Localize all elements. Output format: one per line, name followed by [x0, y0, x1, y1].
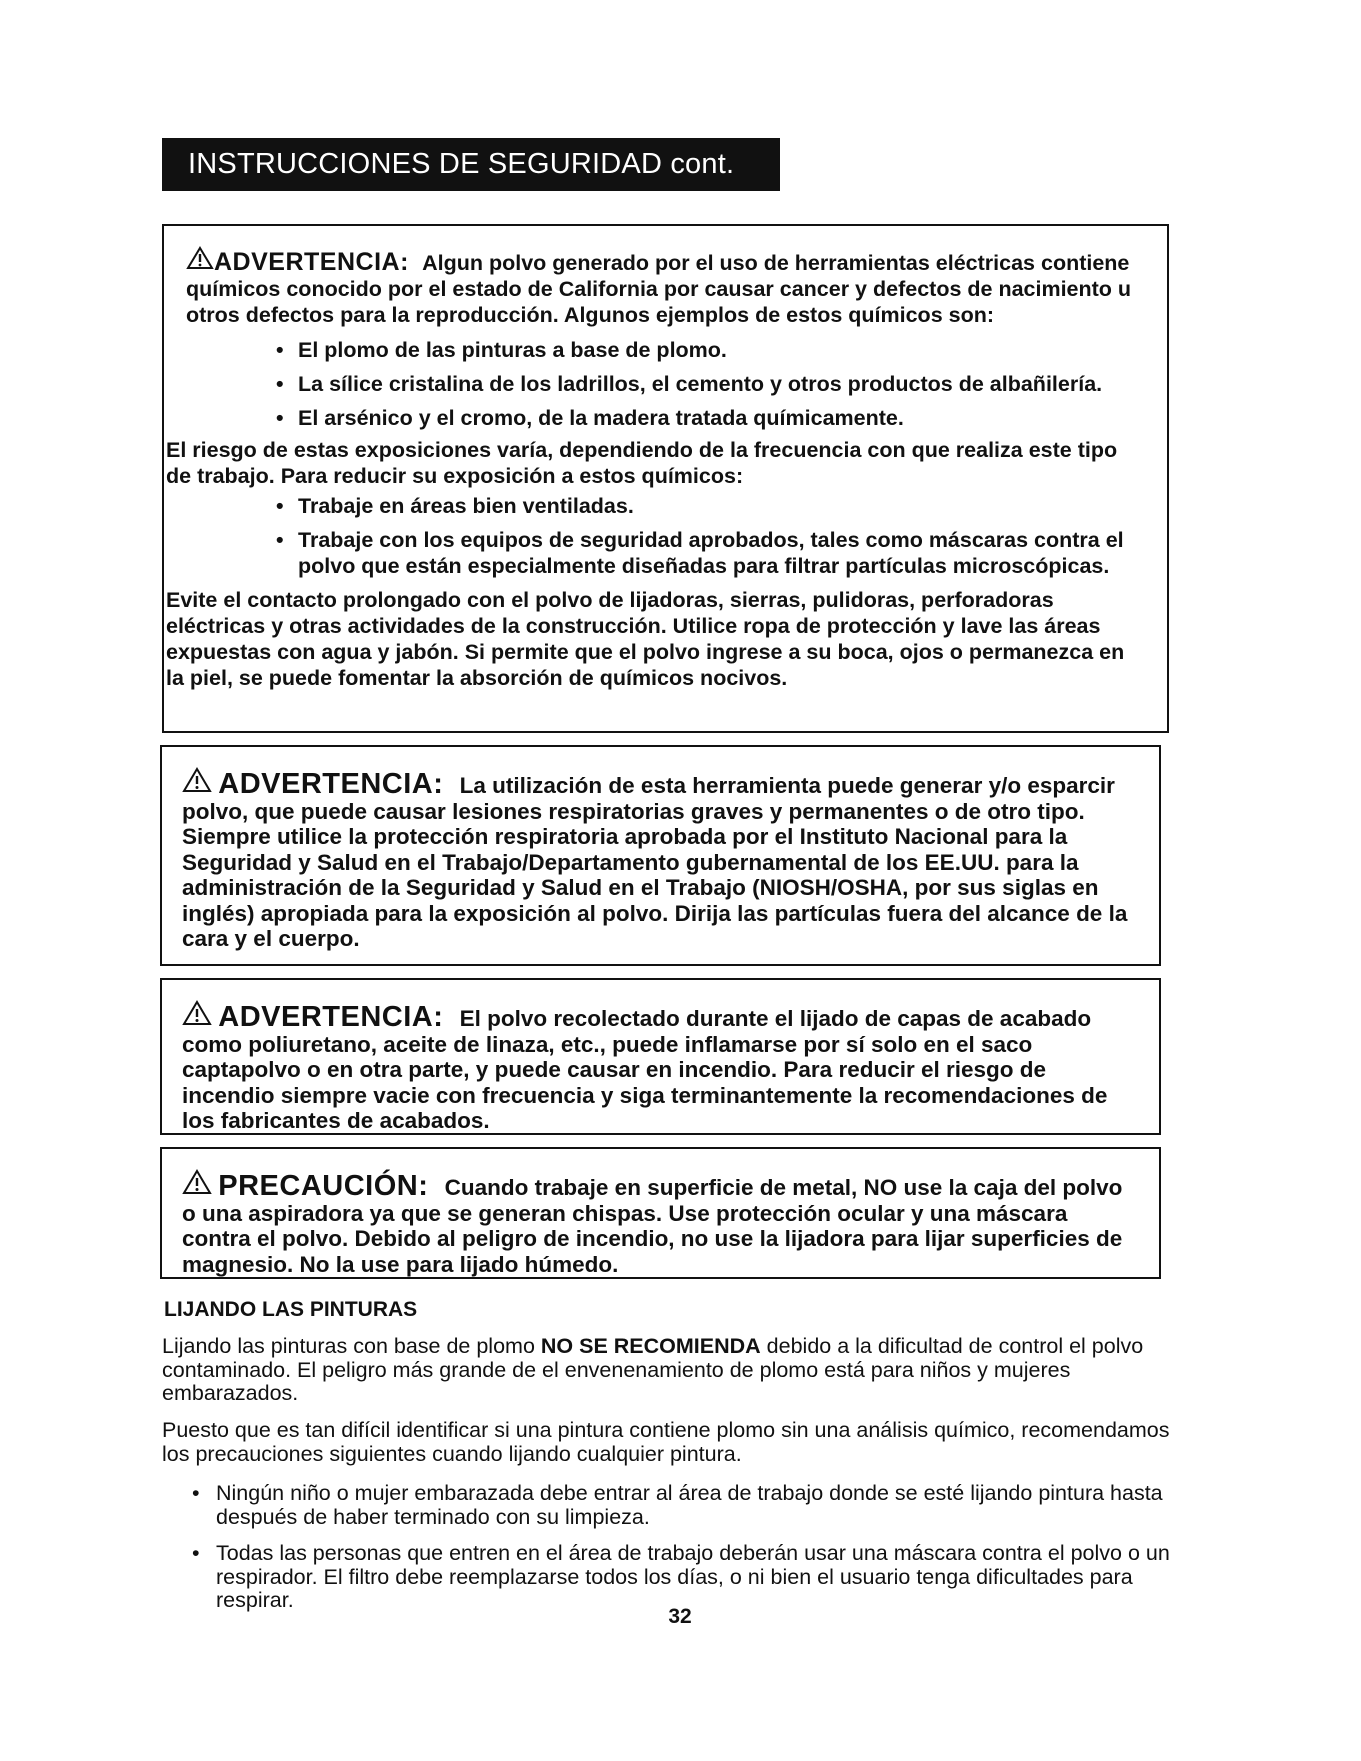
sanding-paragraph-1 — [162, 1335, 1172, 1406]
chemicals-list — [276, 337, 1146, 431]
list-item: • El arsénico y el cromo, de la madera tratada químicamente. — [276, 405, 1146, 431]
warning-content — [182, 1000, 1142, 1134]
section-header: INSTRUCCIONES DE SEGURIDAD cont. — [162, 138, 780, 191]
caution-box-metal — [160, 1147, 1161, 1279]
sanding-precautions-list — [192, 1482, 1192, 1626]
list-item: • Ningún niño o mujer embarazada debe entrar al área de trabajo donde se esté lijando pintura hasta después de haber terminado con su limpieza. — [192, 1482, 1192, 1529]
warning-intro-text: Algun polvo generado por el uso de herramientas eléctricas contiene químicos conocido por el estado de California por causar cancer y defectos de nacimiento u otros defectos para la reproducción. Algunos ejemplos de estos químicos son: — [186, 251, 1132, 327]
warning-triangle-icon — [186, 246, 214, 276]
emphasis-text: NO SE RECOMIENDA — [540, 1334, 761, 1358]
warning-box-chemicals — [162, 224, 1169, 733]
caution-label: PRECAUCIÓN: — [218, 1170, 429, 1202]
closing-paragraph: Evite el contacto prolongado con el polvo de lijadoras, sierras, pulidoras, perforadoras eléctricas y otras actividades de la construcción. Utilice ropa de protección y lave las áreas expuestas con agua y jabón. Si permite que el polvo ingrese a su boca, ojos o permanezca en la piel, se puede fomentar la absorción de químicos nocivos. — [166, 588, 1125, 690]
warning-text: El polvo recolectado durante el lijado de capas de acabado como poliuretano, aceite de linaza, etc., puede inflamarse por sí solo en el saco captapolvo o en otra parte, y puede causar en incendio. Para reducir el riesgo de incendio siempre vacie con frecuencia y siga terminantemente la recomendaciones de los fabricantes de acabados. — [182, 1006, 1108, 1133]
paragraph-text: Lijando las pinturas con base de plomo — [162, 1334, 541, 1358]
warning-text: La utilización de esta herramienta puede generar y/o esparcir polvo, que puede causar lesiones respiratorias graves y permanentes o de otro tipo. Siempre utilice la protección respiratoria aprobada por el Instituto Nacional para la Seguridad y Salud en el Trabajo/Departamento gubernamental de los EE.UU. para la administración de la Seguridad y Salud en el Trabajo (NIOSH/OSHA, por sus siglas en inglés) apropiada para la exposición al polvo. Dirija las partículas fuera del alcance de la cara y el cuerpo. — [182, 773, 1128, 951]
list-item: • Todas las personas que entren en el área de trabajo deberán usar una máscara contra el polvo o un respirador. El filtro debe reemplazarse todos los días, o ni bien el usuario tenga dificultades para respirar. — [192, 1542, 1192, 1613]
paragraph-text: debido a la dificultad de control el polvo contaminado. El peligro más grande de el envenenamiento de plomo está para niños y mujeres embarazados. — [162, 1334, 1144, 1405]
page-number: 32 — [668, 1605, 692, 1628]
sanding-paragraph-2: Puesto que es tan difícil identificar si una pintura contiene plomo sin una análisis químico, recomendamos los precauciones siguientes cuando lijando cualquier pintura. — [162, 1418, 1170, 1466]
list-item: • El plomo de las pinturas a base de plomo. — [276, 337, 1146, 363]
list-item: • La sílice cristalina de los ladrillos, el cemento y otros productos de albañilería. — [276, 371, 1146, 397]
warning-box-fire — [160, 978, 1161, 1135]
list-item: • Trabaje con los equipos de seguridad aprobados, tales como máscaras contra el polvo que están especialmente diseñadas para filtrar partículas microscópicas. — [276, 527, 1146, 579]
warning-label: ADVERTENCIA: — [214, 248, 409, 276]
warning-triangle-icon — [182, 1169, 212, 1201]
risk-paragraph: El riesgo de estas exposiciones varía, dependiendo de la frecuencia con que realiza este tipo de trabajo. Para reducir su exposición a estos químicos: — [166, 438, 1118, 488]
warning-triangle-icon — [182, 1000, 212, 1032]
warning-triangle-icon — [182, 767, 212, 799]
caution-text: Cuando trabaje en superficie de metal, NO use la caja del polvo o una aspiradora ya que se generan chispas. Use protección ocular y una máscara contra el polvo. Debido al peligro de incendio, no use la lijadora para lijar superficies de magnesio. No la use para lijado húmedo. — [182, 1175, 1123, 1277]
section-title: LIJANDO LAS PINTURAS — [164, 1298, 418, 1321]
caution-content — [182, 1169, 1142, 1277]
warning-box-respiratory — [160, 745, 1161, 966]
warning-label: ADVERTENCIA: — [218, 768, 444, 800]
list-item: • Trabaje en áreas bien ventiladas. — [276, 493, 1146, 519]
warning-content — [166, 246, 1146, 691]
warning-intro-paragraph — [186, 246, 1146, 328]
measures-list — [276, 493, 1146, 579]
warning-content — [182, 767, 1142, 952]
warning-label: ADVERTENCIA: — [218, 1001, 444, 1033]
